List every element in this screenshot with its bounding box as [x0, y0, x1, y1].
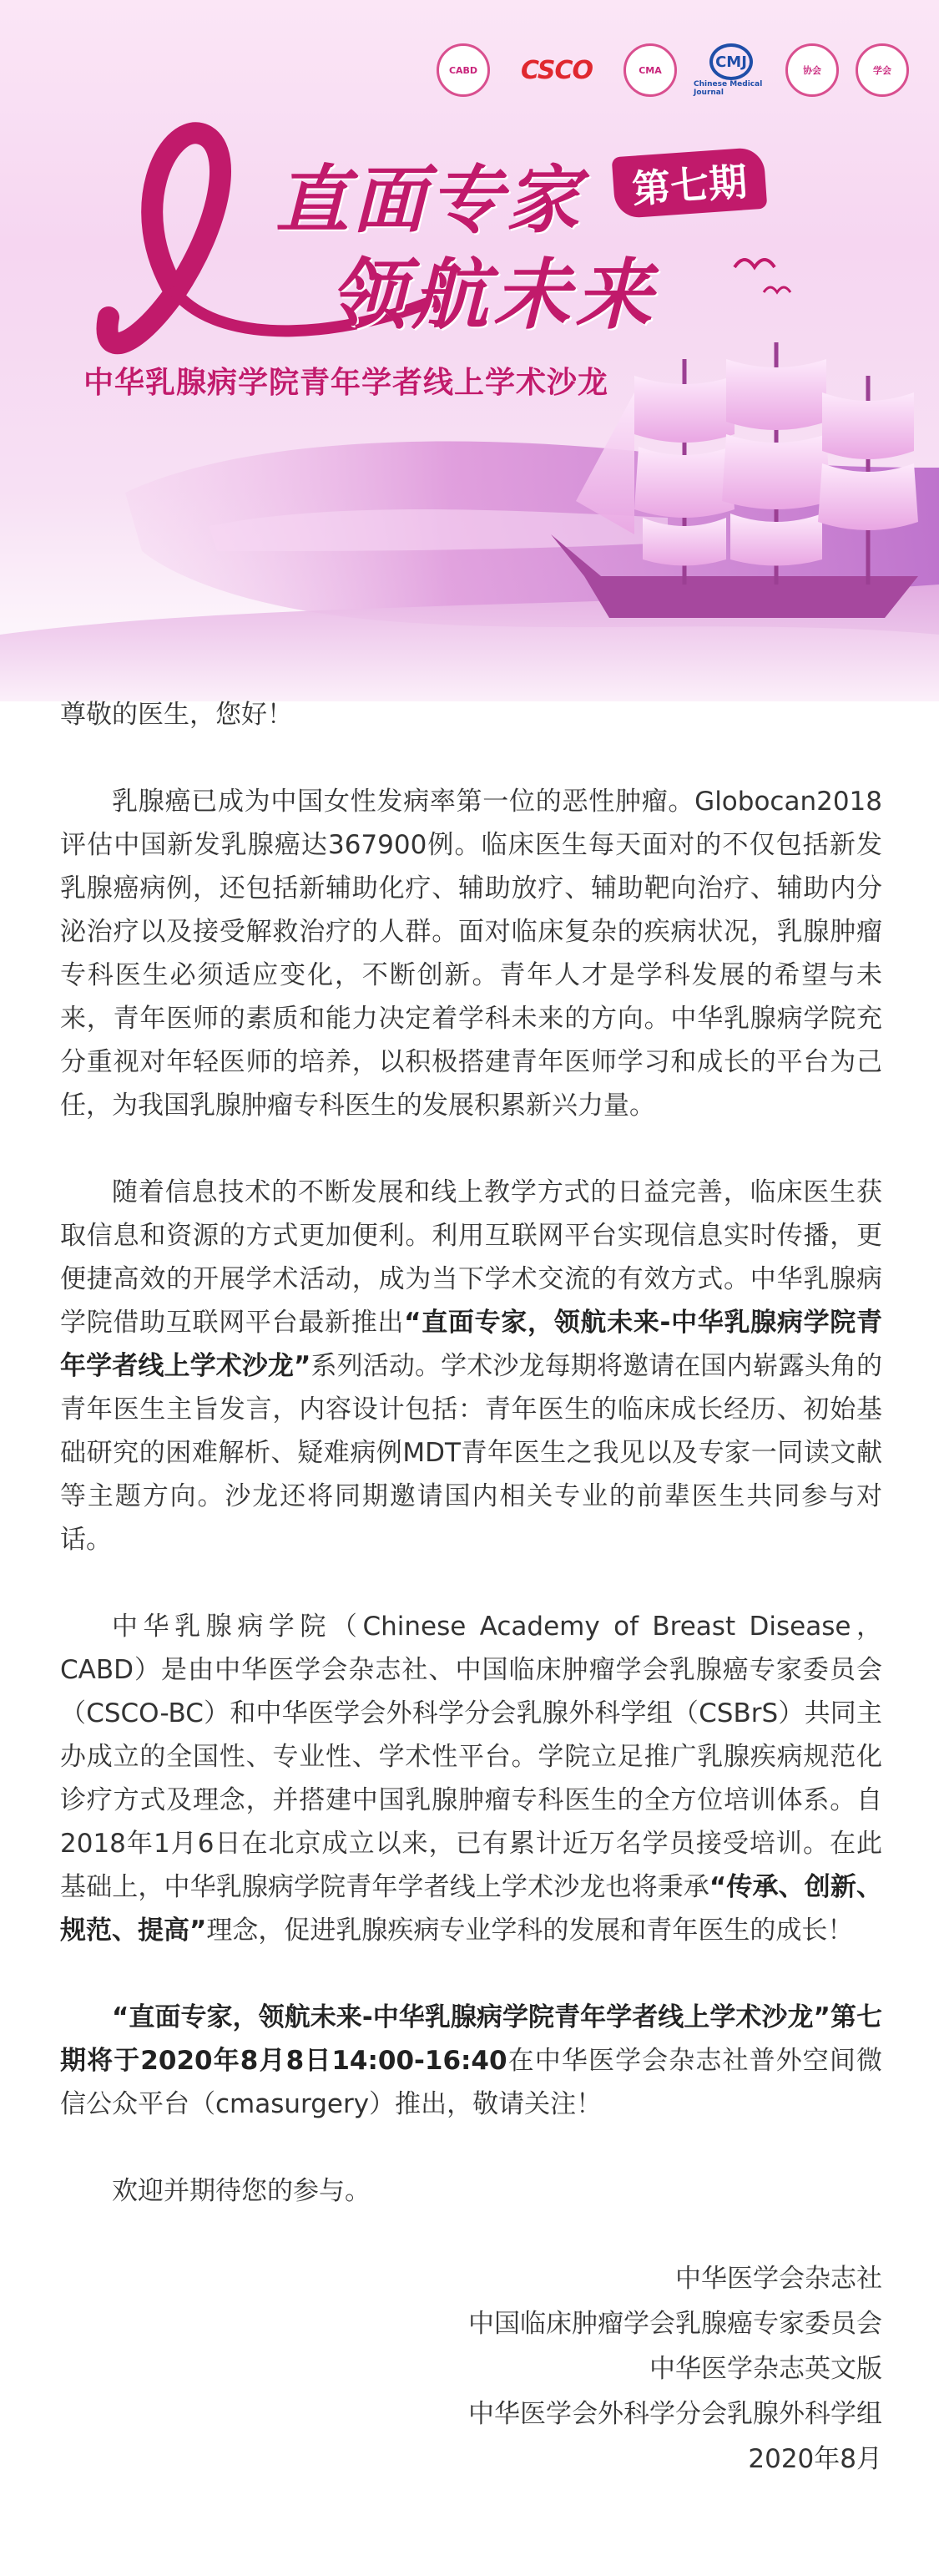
banner-title-line1: 直面专家 — [275, 156, 583, 243]
partner-logos — [437, 43, 909, 97]
greeting: 尊敬的医生，您好！ — [60, 700, 293, 730]
association-logo-2: 学会 — [856, 43, 909, 97]
paragraph-4-highlight: “直面专家，领航未来-中华乳腺病学院青年学者线上学术沙龙”第七期将于2020年8月8日14:00-16:40 — [60, 2002, 882, 2076]
csco-logo: CSCO — [520, 55, 593, 85]
cmj-logo-mark: CMJ — [709, 43, 753, 80]
paragraph-3-highlight: “传承、创新、规范、提高” — [60, 1872, 882, 1946]
banner-subtitle: 中华乳腺病学院青年学者线上学术沙龙 — [83, 366, 609, 400]
banner-artwork — [0, 0, 939, 701]
cabd-logo: CABD — [437, 43, 490, 97]
hero-banner — [0, 0, 939, 701]
signature-org-4: 中华医学会外科学分会乳腺外科学组 — [468, 2399, 882, 2429]
paragraph-1: 乳腺癌已成为中国女性发病率第一位的恶性肿瘤。Globocan2018评估中国新发乳腺癌达367900例。临床医生每天面对的不仅包括新发乳腺癌病例，还包括新辅助化疗、辅助放疗、辅助靶向治疗、辅助内分泌治疗以及接受解救治疗的人群。面对临床复杂的疾病状况，乳腺肿瘤专科医生必须适应变化，不断创新。青年人才是学科发展的希望与未来，青年医师的素质和能力决定着学科未来的方向。中华乳腺病学院充分重视对年轻医师的培养，以积极搭建青年医师学习和成长的平台为己任，为我国乳腺肿瘤专科医生的发展积累新兴力量。 — [60, 787, 882, 1121]
letter-body — [60, 693, 882, 2482]
signature-org-1: 中华医学会杂志社 — [675, 2264, 882, 2294]
paragraph-3-text-b: 理念，促进乳腺疾病专业学科的发展和青年医生的成长！ — [206, 1916, 854, 1946]
paragraph-3-text-a: 中华乳腺病学院（Chinese Academy of Breast Disease，CABD）是由中华医学会杂志社、中国临床肿瘤学会乳腺癌专家委员会（CSCO-BC）和中华医学会外科学分会乳腺外科学组（CSBrS）共同主办成立的全国性、专业性、学术性平台。学院立足推广乳腺疾病规范化诊疗方式及理念，并搭建中国乳腺肿瘤专科医生的全方位培训体系。自2018年1月6日在北京成立以来，已有累计近万名学员接受培训。在此基础上，中华乳腺病学院青年学者线上学术沙龙也将秉承 — [60, 1612, 882, 1902]
signature-org-3: 中华医学杂志英文版 — [649, 2354, 882, 2384]
paragraph-2 — [60, 1171, 882, 1561]
cmj-logo-caption: Chinese Medical Journal — [694, 80, 763, 97]
paragraph-4-text: 在中华医学会杂志社普外空间微信公众平台（cmasurgery）推出，敬请关注！ — [60, 2046, 882, 2119]
paragraph-2-highlight: “直面专家，领航未来-中华乳腺病学院青年学者线上学术沙龙” — [60, 1308, 882, 1381]
paragraph-2-text-a: 随着信息技术的不断发展和线上教学方式的日益完善，临床医生获取信息和资源的方式更加便利。利用互联网平台实现信息实时传播，更便捷高效的开展学术活动，成为当下学术交流的有效方式。中华乳腺病学院借助互联网平台最新推出 — [60, 1177, 882, 1338]
signature-org-2: 中国临床肿瘤学会乳腺癌专家委员会 — [468, 2309, 882, 2339]
signature-date: 2020年8月 — [748, 2444, 882, 2474]
paragraph-2-text-b: 系列活动。学术沙龙每期将邀请在国内崭露头角的青年医生主旨发言，内容设计包括：青年医生的临床成长经历、初始基础研究的困难解析、疑难病例MDT青年医生之我见以及专家一同读文献等主题方向。沙龙还将同期邀请国内相关专业的前辈医生共同参与对话。 — [60, 1351, 883, 1555]
signature-block — [60, 2256, 882, 2482]
issue-badge: 第七期 — [612, 147, 768, 220]
closing-line: 欢迎并期待您的参与。 — [112, 2176, 371, 2206]
cmj-logo — [694, 43, 769, 97]
paragraph-4 — [60, 1996, 882, 2126]
association-logo-1: 协会 — [785, 43, 839, 97]
banner-title-line2: 领航未来 — [330, 250, 658, 340]
paragraph-3 — [60, 1605, 882, 1952]
cma-logo: CMA — [623, 43, 677, 97]
